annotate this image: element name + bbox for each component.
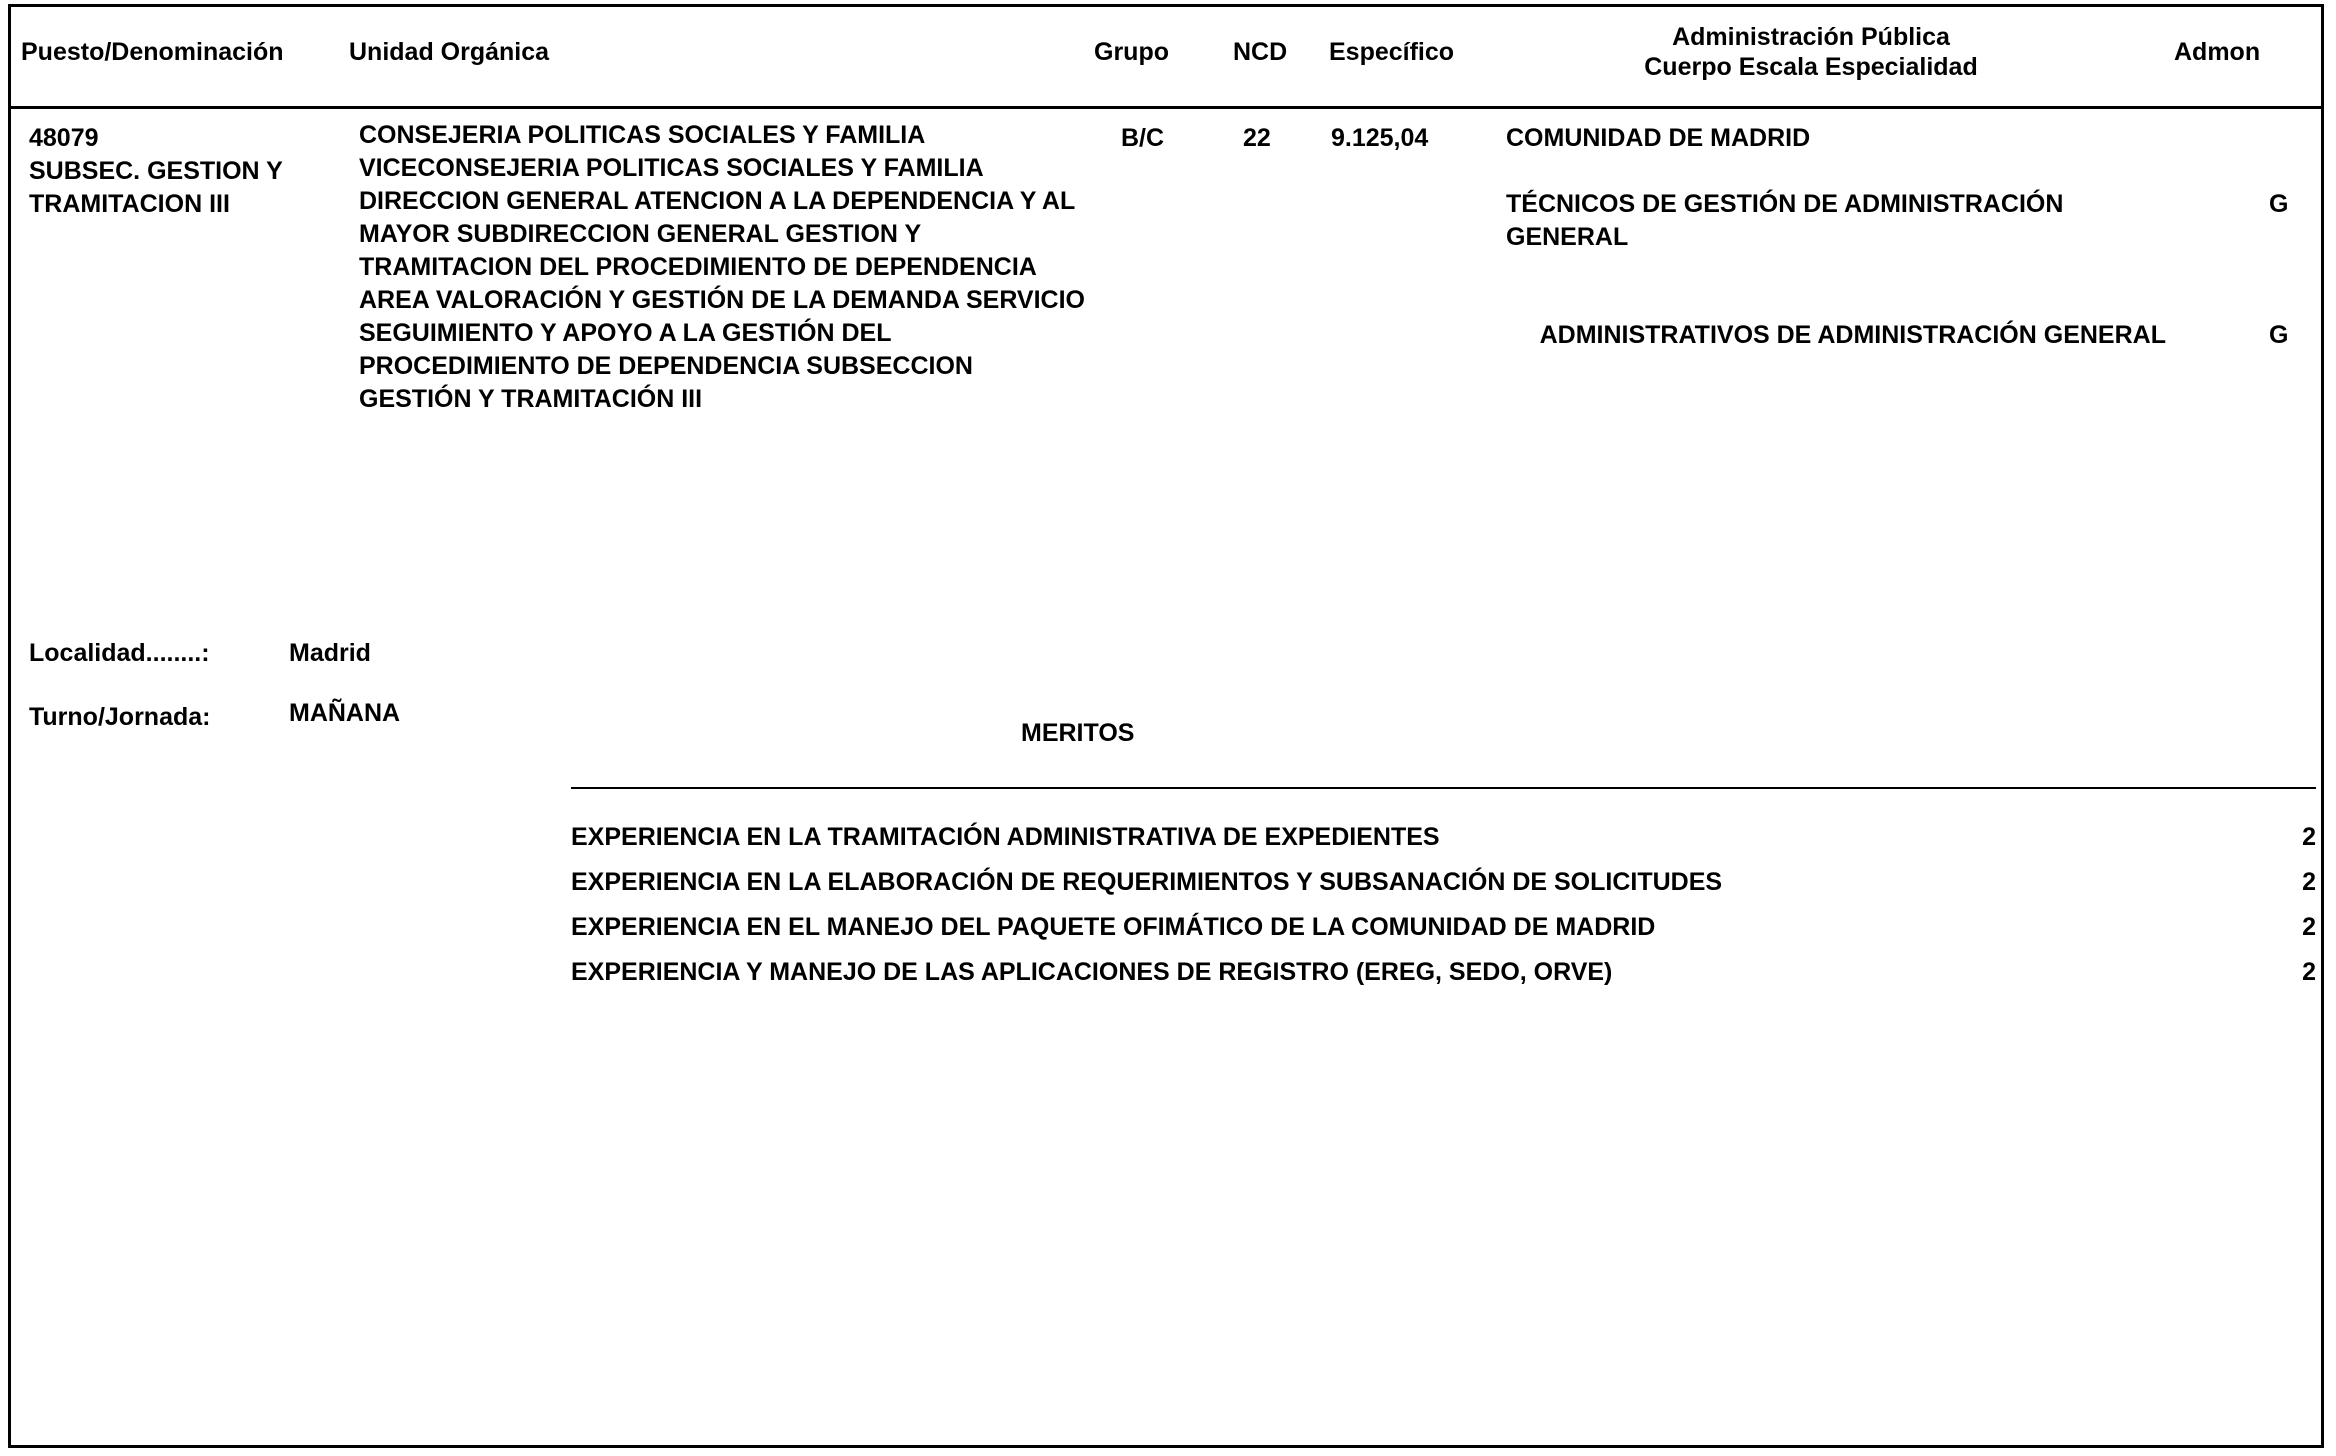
localidad-value: Madrid (289, 639, 371, 667)
admon-value-1: G (2269, 190, 2289, 218)
grupo-value: B/C (1121, 124, 1165, 152)
meritos-divider (571, 787, 2316, 789)
merito-label: EXPERIENCIA EN LA TRAMITACIÓN ADMINISTRATIVA DE EXPEDIENTES (571, 823, 1440, 851)
meritos-title: MERITOS (1021, 719, 1135, 747)
especifico-value: 9.125,04 (1331, 124, 1429, 152)
merito-label: EXPERIENCIA Y MANEJO DE LAS APLICACIONES DE REGISTRO (EREG, SEDO, ORVE) (571, 958, 1613, 986)
merito-label: EXPERIENCIA EN EL MANEJO DEL PAQUETE OFIMÁTICO DE LA COMUNIDAD DE MADRID (571, 913, 1656, 941)
cuerpo-escala-2: ADMINISTRATIVOS DE ADMINISTRACIÓN GENERAL (1539, 321, 2166, 349)
column-header-especifico: Específico (1329, 38, 1455, 66)
merito-score: 2 (2302, 868, 2316, 896)
column-header-grupo: Grupo (1094, 38, 1169, 66)
merito-score: 2 (2302, 913, 2316, 941)
merito-item (571, 821, 2316, 854)
column-header-unidad: Unidad Orgánica (349, 38, 550, 66)
unidad-organica-text: CONSEJERIA POLITICAS SOCIALES Y FAMILIA VICECONSEJERIA POLITICAS SOCIALES Y FAMILIA DIRECCION GENERAL ATENCION A LA DEPENDENCIA Y AL MAYOR SUBDIRECCION GENERAL GESTION Y TRAMITACION DEL PROCEDIMIENTO DE DEPENDENCIA AREA VALORACIÓN Y GESTIÓN DE LA DEMANDA SERVICIO SEGUIMIENTO Y APOYO A LA GESTIÓN DEL PROCEDIMIENTO DE DEPENDENCIA SUBSECCION GESTIÓN Y TRAMITACIÓN III (359, 121, 1086, 413)
merito-item (571, 911, 2316, 944)
column-header-puesto: Puesto/Denominación (21, 38, 284, 66)
merito-score: 2 (2302, 958, 2316, 986)
turno-jornada-label: Turno/Jornada: (29, 703, 211, 731)
column-header-ncd: NCD (1233, 38, 1288, 66)
turno-jornada-value: MAÑANA (289, 699, 401, 727)
merito-score: 2 (2302, 823, 2316, 851)
puesto-denominacion: SUBSEC. GESTION Y TRAMITACION III (29, 157, 283, 218)
column-header-administracion-publica-line1: Administración Pública (1672, 23, 1950, 51)
ncd-value: 22 (1243, 124, 1271, 152)
column-header-admon: Admon (2174, 38, 2261, 66)
puesto-code: 48079 (29, 124, 99, 152)
job-posting-table (8, 4, 2324, 1448)
administracion-publica-value: COMUNIDAD DE MADRID (1506, 124, 1811, 152)
admon-value-2: G (2269, 321, 2289, 349)
column-header-administracion-publica (1501, 22, 2121, 82)
merito-item (571, 866, 2316, 899)
merito-item (571, 956, 2316, 989)
column-header-administracion-publica-line2: Cuerpo Escala Especialidad (1644, 53, 1978, 81)
cuerpo-escala-1: TÉCNICOS DE GESTIÓN DE ADMINISTRACIÓN GENERAL (1506, 190, 2064, 251)
table-body (11, 109, 2321, 1448)
localidad-label: Localidad........: (29, 639, 210, 667)
merito-label: EXPERIENCIA EN LA ELABORACIÓN DE REQUERIMIENTOS Y SUBSANACIÓN DE SOLICITUDES (571, 868, 1723, 896)
table-header-row (11, 7, 2321, 109)
